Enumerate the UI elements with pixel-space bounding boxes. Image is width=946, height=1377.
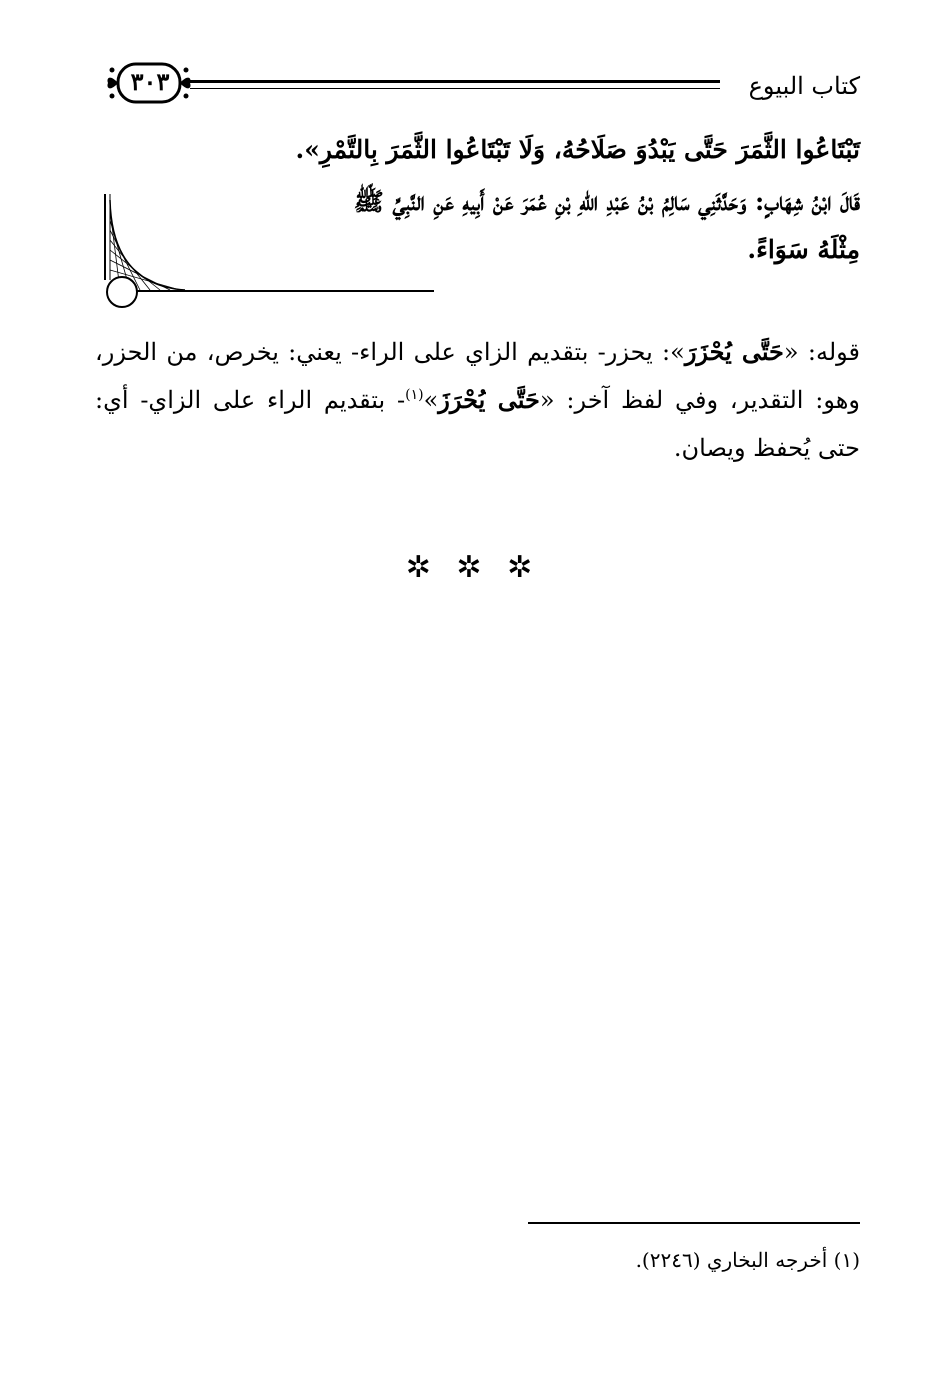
- hadith-line: مِثْلَهُ سَوَاءً.: [747, 235, 860, 264]
- page-number: ٣٠٣: [130, 67, 170, 96]
- corner-ornament-icon: [100, 190, 440, 310]
- section-separator: ✲ ✲ ✲: [405, 550, 541, 585]
- footnote-reference[interactable]: (١): [405, 387, 424, 403]
- hadith-line: تَبْتَاعُوا الثَّمَرَ حَتَّى يَبْدُوَ صَلَاحُهُ، وَلَا تَبْتَاعُوا الثَّمَرَ بِالتَّمْرِ».: [295, 135, 860, 164]
- quoted-term: حَتَّى يُحْزَرَ: [684, 337, 784, 366]
- header-rule-thin: [190, 88, 720, 89]
- commentary-text: - بتقديم الراء على الزاي- أي: حتى يُحفظ ويصان.: [95, 386, 860, 462]
- commentary-text: »: يحزر- بتقديم الزاي على الراء- يعني: يخرص، من الحزر، وهو: التقدير، وفي لفظ آخر: «: [95, 338, 860, 414]
- commentary-text: »: [423, 386, 439, 414]
- footnote: (١) أخرجه البخاري (٢٢٤٦).: [635, 1248, 860, 1272]
- quoted-term: حَتَّى يُحْرَزَ: [438, 385, 540, 414]
- commentary-paragraph: [95, 328, 860, 472]
- footnote-rule: [528, 1222, 860, 1224]
- hadith-line: قَالَ ابْنُ شِهَابٍ: وَحَدَّثَنِي سَالِمُ بْنُ عَبْدِ اللهِ بْنِ عُمَرَ عَنْ أَبِيهِ عَنِ النَّبِيِّ ﷺ: [353, 187, 860, 216]
- chapter-title: كتاب البيوع: [748, 72, 860, 100]
- header-rule: [190, 80, 720, 83]
- commentary-text: قوله: «: [783, 338, 860, 366]
